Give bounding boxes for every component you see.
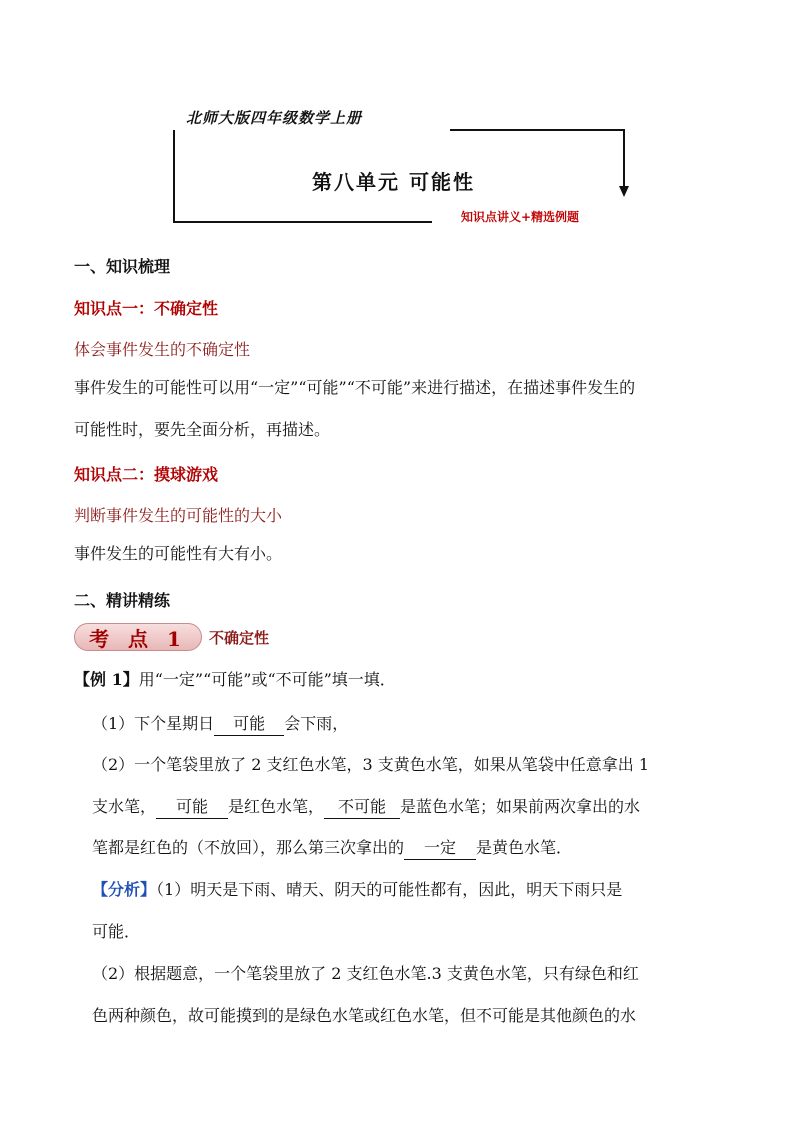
header-subtitle: 知识点讲义+精选例题 [461, 210, 580, 224]
question-1-text-end: 会下雨， [284, 714, 349, 733]
knowledge-point-2-subtitle: 判断事件发生的可能性的大小 [74, 506, 283, 525]
question-2-text-c: 是蓝色水笔；如果前两次拿出的水 [400, 797, 641, 816]
example-1 [74, 667, 396, 690]
header-top-label: 北师大版四年级数学上册 [186, 109, 363, 127]
question-1-text: （1）下个星期日 [92, 714, 215, 733]
analysis-text-1: （1）明天是下雨、晴天、阴天的可能性都有，因此，明天下雨只是 [156, 880, 623, 899]
answer-blank-3: 不可能 [324, 796, 400, 819]
question-2-text-e: 是黄色水笔． [476, 838, 573, 857]
topic-badge: 考 点 1 [74, 623, 202, 651]
analysis-label: 【分析】 [92, 880, 157, 899]
question-2-line1: （2）一个笔袋里放了 2 支红色水笔，3 支黄色水笔，如果从笔袋中任意拿出 1 [92, 755, 650, 774]
analysis-line2: 可能． [92, 922, 141, 941]
answer-blank-1: 可能 [214, 713, 284, 736]
header-frame [0, 0, 794, 240]
section-heading-2: 二、精讲精练 [74, 591, 171, 610]
answer-blank-2: 可能 [156, 796, 228, 819]
analysis-line1 [92, 877, 622, 900]
example-label: 【例 1】 [74, 670, 139, 689]
answer-blank-4: 一定 [404, 837, 476, 860]
analysis-line4: 色两种颜色，故可能摸到的是绿色水笔或红色水笔，但不可能是其他颜色的水 [92, 1006, 637, 1025]
example-prompt: 用“一定”“可能”或“不可能”填一填． [138, 670, 396, 689]
question-2-line3 [92, 835, 572, 860]
knowledge-point-2-title: 知识点二：摸球游戏 [74, 465, 219, 484]
question-2-text-b: 是红色水笔， [228, 797, 325, 816]
question-2-text-a: 支水笔， [92, 797, 157, 816]
page-title: 第八单元 可能性 [312, 170, 475, 194]
topic-badge-label: 不确定性 [209, 629, 270, 647]
question-1 [92, 711, 348, 736]
question-2-text-d: 笔都是红色的（不放回），那么第三次拿出的 [92, 838, 405, 857]
knowledge-point-2-text: 事件发生的可能性有大有小。 [74, 544, 283, 563]
section-heading-1: 一、知识梳理 [74, 257, 171, 276]
question-2-line2 [92, 794, 640, 819]
analysis-line3: （2）根据题意，一个笔袋里放了 2 支红色水笔.3 支黄色水笔，只有绿色和红 [92, 964, 639, 983]
knowledge-point-1-text-line1: 事件发生的可能性可以用“一定”“可能”“不可能”来进行描述，在描述事件发生的 [74, 378, 636, 397]
knowledge-point-1-title: 知识点一：不确定性 [74, 299, 219, 318]
knowledge-point-1-text-line2: 可能性时，要先全面分析，再描述。 [74, 420, 331, 439]
knowledge-point-1-subtitle: 体会事件发生的不确定性 [74, 340, 251, 359]
